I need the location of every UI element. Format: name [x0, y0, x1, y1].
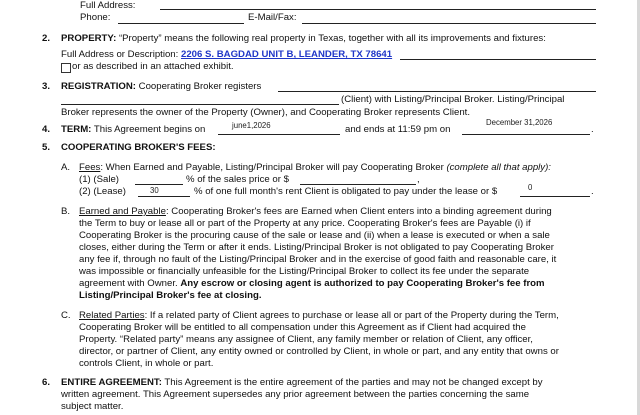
property-address-value[interactable]: 2206 S. BAGDAD UNIT B, LEANDER, TX 78641 [180, 49, 393, 60]
registration-line-2: (Client) with Listing/Principal Broker. Listing/Principal [341, 94, 565, 105]
lease-amount-line [520, 196, 590, 197]
address-line-end [400, 59, 596, 60]
email-fax-line[interactable] [302, 23, 596, 24]
section-3-number: 3. [42, 81, 51, 92]
fees-b-line-5: any fee if, through no fault of the Listing/Principal Broker and in the exercise of good faith and reasonable care, it [79, 254, 557, 265]
fees-b-line-8: Listing/Principal Broker's fee at closing. [79, 290, 262, 301]
term-period: . [591, 124, 594, 135]
fees-b-line-2: the Term to buy or lease all or part of the Property at any price. Cooperating Broker's fees are Payable (i) if [79, 218, 531, 229]
registration-line-1-fill[interactable] [278, 91, 596, 92]
fees-c-line-2: Cooperating Broker will be entitled to all compensation under this Agreement as if Client had acquired the [79, 322, 526, 333]
fees-b-line-7: agreement with Owner. Any escrow or closing agent is authorized to pay Cooperating Broker's fee from [79, 278, 545, 289]
sale-percent-line[interactable] [135, 184, 183, 185]
phone-line[interactable] [118, 23, 244, 24]
earned-payable-heading: Earned and Payable [79, 206, 166, 217]
fees-a-letter: A. [61, 162, 71, 173]
fees-b-line-3: Cooperating Broker is the procuring cause of the sale or lease and (ii) when a lease is executed or when a sale [79, 230, 550, 241]
full-address-label: Full Address: [80, 0, 136, 11]
lease-label: (2) (Lease) [79, 186, 126, 197]
term-end-date[interactable]: December 31,2026 [486, 118, 553, 127]
term-start-date[interactable]: june1,2026 [232, 121, 271, 130]
sale-text: % of the sales price or $ [186, 174, 289, 185]
lease-amount-value[interactable]: 0 [528, 183, 533, 192]
section-2-number: 2. [42, 33, 51, 44]
fees-c-letter: C. [61, 310, 71, 321]
phone-label: Phone: [80, 12, 111, 23]
full-address-line[interactable] [160, 9, 596, 10]
fees-b-line-6: was impossible or financially unfeasible for the Listing/Principal Broker to collect its fee under the separate [79, 266, 530, 277]
lease-text: % of one full month's rent Client is obligated to pay under the lease or $ [194, 186, 498, 197]
section-6-number: 6. [42, 377, 51, 388]
fees-c-line-1: Related Parties: If a related party of Client agrees to purchase or lease all or part of the Property during the Term, [79, 310, 559, 321]
email-fax-label: E-Mail/Fax: [248, 12, 297, 23]
fees-b-line-4: closes, either during the Term or after it ends. Listing/Principal Broker is not obligated to pay Cooperating Broker [79, 242, 554, 253]
sale-label: (1) (Sale) [79, 174, 119, 185]
lease-percent-value[interactable]: 30 [150, 186, 159, 195]
fees-c-line-4: director, or partner of Client, any entity owned or controlled by Client, in whole or part, and any entity that owns or [79, 346, 559, 357]
section-6-title: ENTIRE AGREEMENT: [61, 377, 162, 388]
section-3-title: REGISTRATION: [61, 81, 136, 92]
term-begins-text: TERM: This Agreement begins on [61, 124, 206, 135]
client-name-line[interactable] [61, 104, 339, 105]
fees-b-line-1: Earned and Payable: Cooperating Broker's fees are Earned when Client enters into a binding agreement during [79, 206, 552, 217]
section-4-number: 4. [42, 124, 51, 135]
section-2-title: PROPERTY: [61, 33, 117, 44]
sale-comma: , [417, 174, 420, 185]
term-ends-text: and ends at 11:59 pm on [345, 124, 451, 135]
fees-heading: Fees [79, 162, 101, 173]
exhibit-checkbox[interactable] [61, 63, 71, 73]
fees-c-line-3: Property. “Related party” means any assignee of Client, any family member or relation of Client, any officer, [79, 334, 533, 345]
section-5-number: 5. [42, 142, 51, 153]
full-address-description: Full Address or Description: 2206 S. BAGDAD UNIT B, LEANDER, TX 78641 [61, 49, 393, 60]
term-end-line [462, 134, 590, 135]
entire-agreement-line-2: written agreement. This Agreement supersedes any prior agreement between the parties concerning the same [61, 389, 530, 400]
sale-amount-line[interactable] [300, 184, 416, 185]
lease-period: . [591, 186, 594, 197]
related-parties-heading: Related Parties [79, 310, 145, 321]
entire-agreement-line-3: subject matter. [61, 401, 124, 412]
entire-agreement-line-1: ENTIRE AGREEMENT: This Agreement is the entire agreement of the parties and may not be changed except by [61, 377, 543, 388]
registration-line-1: REGISTRATION: Cooperating Broker registers [61, 81, 262, 92]
exhibit-text: or as described in an attached exhibit. [72, 61, 234, 72]
lease-percent-line [138, 196, 190, 197]
fees-b-letter: B. [61, 206, 71, 217]
term-start-line [218, 134, 340, 135]
section-4-title: TERM: [61, 124, 92, 135]
section-2-text: PROPERTY: “Property” means the following real property in Texas, together with all its improvements and fixtures: [61, 33, 546, 44]
fees-c-line-5: controls Client, in whole or part. [79, 358, 214, 369]
registration-line-3: Broker represents the owner of the Property (Owner), and Cooperating Broker represents Client. [61, 107, 470, 118]
fees-a-text: Fees: When Earned and Payable, Listing/Principal Broker will pay Cooperating Broker (complete all that apply): [79, 162, 551, 173]
section-5-title: COOPERATING BROKER'S FEES: [61, 142, 216, 153]
